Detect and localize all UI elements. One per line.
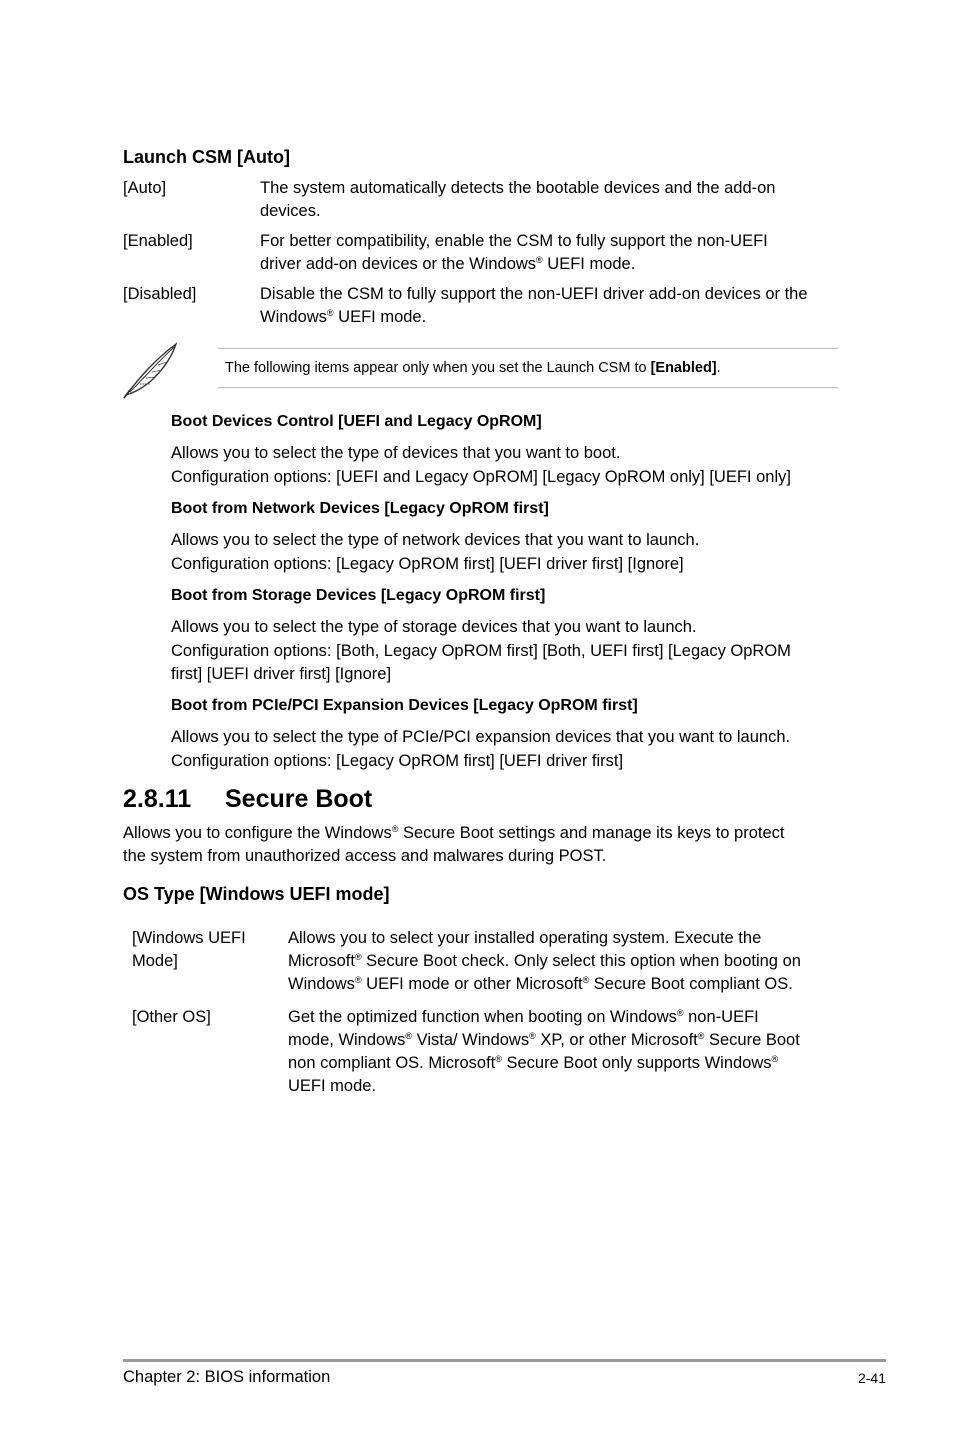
registered-mark: ®: [697, 1031, 705, 1041]
option-desc-enabled: [260, 230, 850, 276]
desc-line: Allows you to select the type of network devices that you want to launch.: [171, 531, 700, 549]
option-desc-windows-uefi: [288, 927, 848, 996]
launch-csm-heading: Launch CSM [Auto]: [123, 147, 290, 167]
registered-mark: ®: [529, 1031, 536, 1041]
desc-line: Windows® UEFI mode or other Microsoft® Secure Boot compliant OS.: [288, 975, 793, 993]
desc-line: Microsoft® Secure Boot check. Only select this option when booting on: [288, 952, 801, 970]
registered-mark: ®: [536, 255, 543, 265]
boot-network-devices-desc: [171, 528, 831, 576]
registered-mark: ®: [326, 308, 334, 318]
option-key-auto: [Auto]: [123, 179, 167, 197]
section-number: 2.8.11: [123, 785, 192, 813]
footer-rule: [123, 1359, 886, 1362]
desc-line: Get the optimized function when booting on Windows® non-UEFI: [288, 1008, 759, 1026]
boot-storage-devices-title: Boot from Storage Devices [Legacy OpROM first]: [171, 587, 546, 604]
note-top-rule: [218, 348, 838, 349]
boot-storage-devices-desc: [171, 615, 831, 686]
registered-mark: ®: [582, 975, 590, 985]
desc-line: non compliant OS. Microsoft® Secure Boot only supports Windows®: [288, 1054, 779, 1072]
section-title: Secure Boot: [225, 785, 373, 813]
note-bottom-rule: [218, 387, 838, 388]
desc-line: Allows you to select the type of devices that you want to boot.: [171, 444, 621, 462]
intro-line: the system from unauthorized access and malwares during POST.: [123, 847, 607, 865]
option-key-windows-uefi: [Windows UEFI Mode]: [132, 929, 246, 970]
option-key-other-os: [Other OS]: [132, 1008, 211, 1026]
option-desc-auto: [260, 177, 850, 223]
registered-mark: ®: [495, 1054, 502, 1064]
option-desc-line: Windows® UEFI mode.: [260, 308, 427, 326]
boot-pcie-devices-title: Boot from PCIe/PCI Expansion Devices [Legacy OpROM first]: [171, 697, 638, 714]
desc-line: Configuration options: [Both, Legacy OpROM first] [Both, UEFI first] [Legacy OpROM: [171, 642, 791, 660]
option-desc-line: The system automatically detects the bootable devices and the add-on: [260, 179, 776, 197]
registered-mark: ®: [354, 952, 362, 962]
desc-line: UEFI mode.: [288, 1077, 377, 1095]
option-desc-disabled: [260, 283, 850, 329]
option-desc-line: devices.: [260, 202, 321, 220]
intro-line: Allows you to configure the Windows® Secure Boot settings and manage its keys to protect: [123, 824, 785, 842]
desc-line: Allows you to select the type of PCIe/PCI expansion devices that you want to launch.: [171, 728, 791, 746]
note-text: The following items appear only when you set the Launch CSM to [Enabled].: [225, 360, 721, 376]
option-desc-line: For better compatibility, enable the CSM to fully support the non-UEFI: [260, 232, 768, 250]
boot-devices-control-desc: [171, 441, 831, 489]
os-type-heading: OS Type [Windows UEFI mode]: [123, 884, 390, 904]
registered-mark: ®: [676, 1008, 684, 1018]
desc-line: Configuration options: [Legacy OpROM first] [UEFI driver first] [Ignore]: [171, 555, 684, 573]
note-bold-value: [Enabled]: [650, 360, 717, 376]
option-desc-other-os: [288, 1006, 848, 1098]
option-key-disabled: [Disabled]: [123, 285, 197, 303]
desc-line: Allows you to select the type of storage devices that you want to launch.: [171, 618, 697, 636]
secure-boot-intro: [123, 822, 843, 868]
option-desc-line: Disable the CSM to fully support the non-UEFI driver add-on devices or the: [260, 285, 808, 303]
registered-mark: ®: [391, 824, 399, 834]
desc-line: Configuration options: [UEFI and Legacy OpROM] [Legacy OpROM only] [UEFI only]: [171, 468, 791, 486]
desc-line: Allows you to select your installed operating system. Execute the: [288, 929, 762, 947]
page-number: 2-41: [857, 1370, 886, 1386]
registered-mark: ®: [354, 975, 362, 985]
option-key-enabled: [Enabled]: [123, 232, 193, 250]
desc-line: Configuration options: [Legacy OpROM first] [UEFI driver first]: [171, 752, 624, 770]
boot-devices-control-title: Boot Devices Control [UEFI and Legacy OpROM]: [171, 413, 542, 430]
registered-mark: ®: [771, 1054, 779, 1064]
option-desc-line: driver add-on devices or the Windows® UEFI mode.: [260, 255, 636, 273]
desc-line: first] [UEFI driver first] [Ignore]: [171, 665, 392, 683]
boot-pcie-devices-desc: [171, 725, 831, 773]
boot-network-devices-title: Boot from Network Devices [Legacy OpROM first]: [171, 500, 549, 517]
desc-line: mode, Windows® Vista/ Windows® XP, or other Microsoft® Secure Boot: [288, 1031, 800, 1049]
quill-note-icon: [120, 340, 182, 400]
registered-mark: ®: [405, 1031, 413, 1041]
footer-chapter: Chapter 2: BIOS information: [123, 1368, 331, 1386]
